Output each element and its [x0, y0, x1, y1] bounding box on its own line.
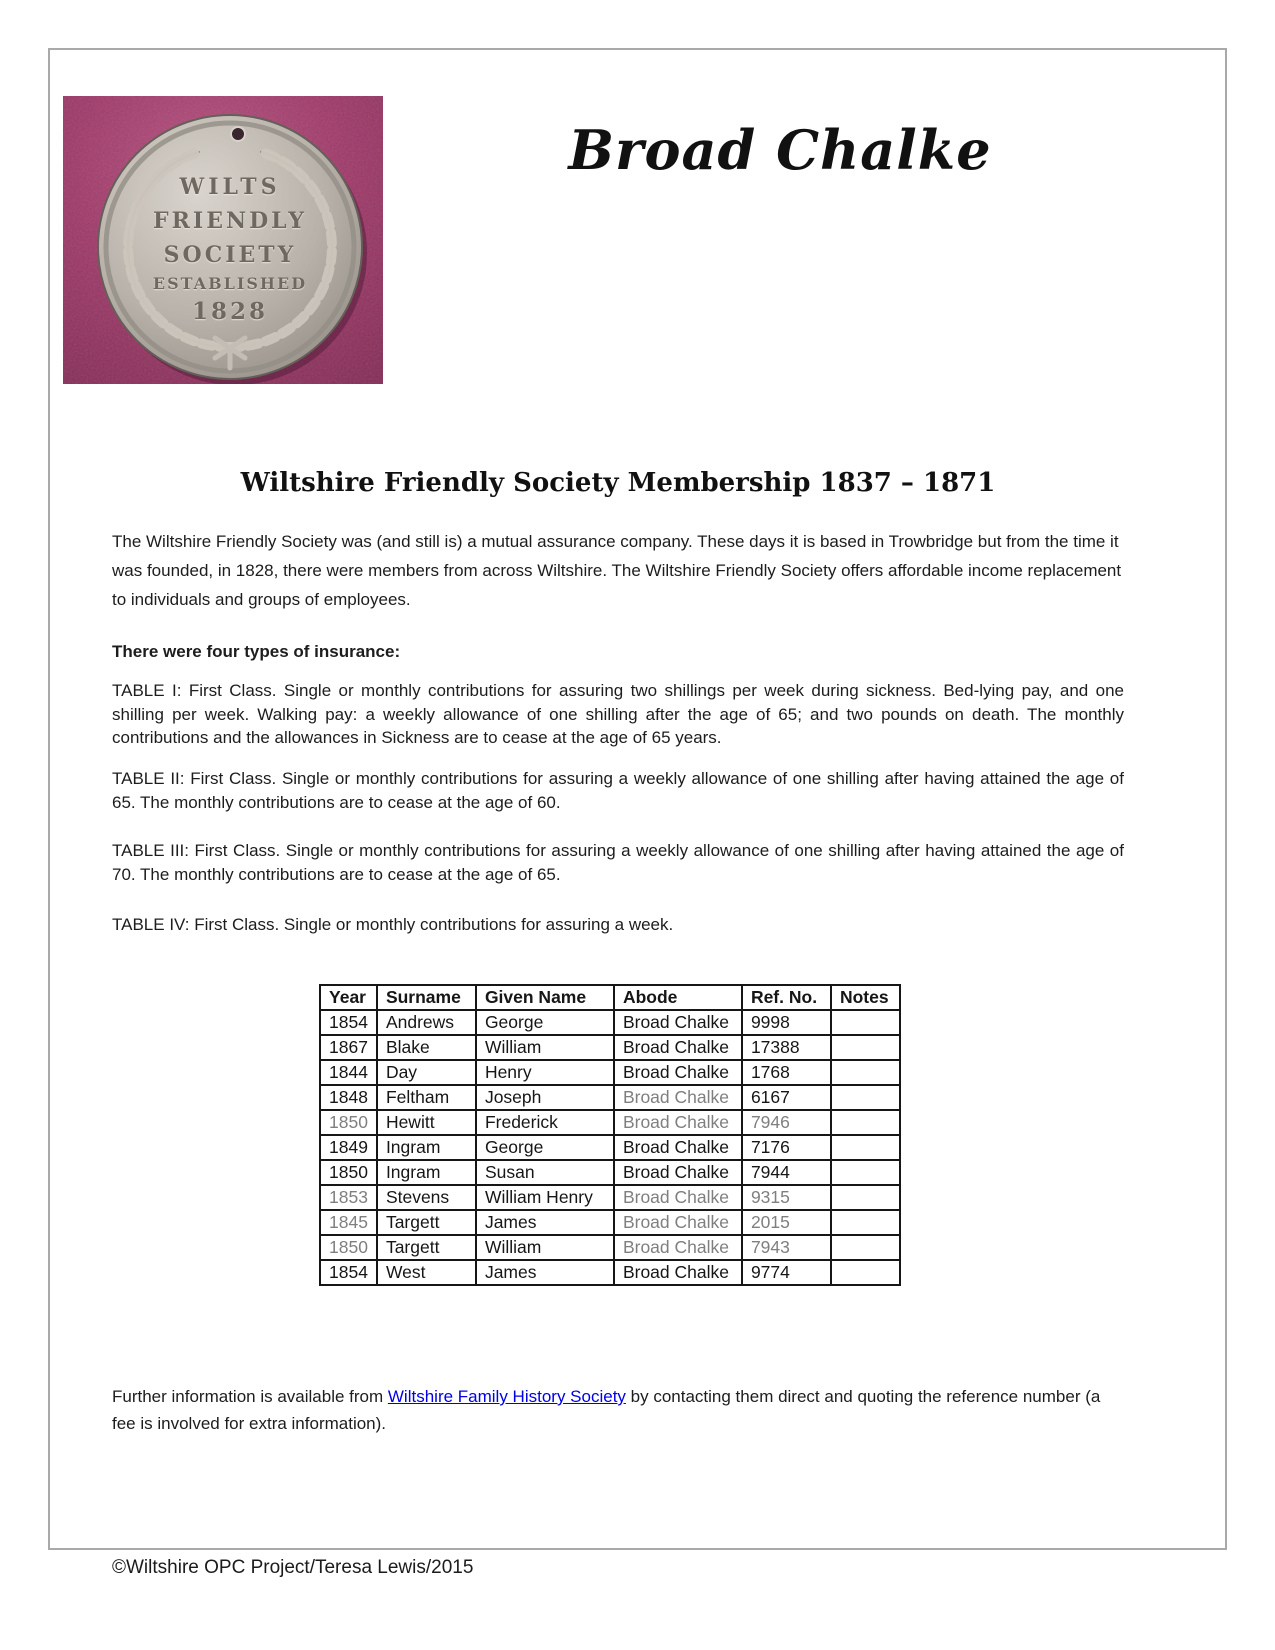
- table-iv-paragraph: TABLE IV: First Class. Single or monthly contributions for assuring a week.: [112, 915, 674, 934]
- table-row: 1853 Stevens William Henry Broad Chalke 9315: [320, 1185, 900, 1210]
- column-header-ref-no: Ref. No.: [742, 985, 831, 1010]
- table-row: 1844 Day Henry Broad Chalke 1768: [320, 1060, 900, 1085]
- table-header-row: [320, 985, 900, 1010]
- table-row: 1850 Ingram Susan Broad Chalke 7944: [320, 1160, 900, 1185]
- medal-illustration: [63, 96, 383, 384]
- column-header-notes: Notes: [831, 985, 900, 1010]
- medal-line-4: ESTABLISHED: [152, 274, 308, 293]
- column-header-given-name: Given Name: [476, 985, 614, 1010]
- further-info-before: Further information is available from: [112, 1387, 388, 1406]
- table-row: 1854 West James Broad Chalke 9774: [320, 1260, 900, 1285]
- column-header-abode: Abode: [614, 985, 742, 1010]
- copyright-line: ©Wiltshire OPC Project/Teresa Lewis/2015: [112, 1557, 474, 1578]
- insurance-subheading: There were four types of insurance:: [112, 642, 401, 661]
- table-row: 1848 Feltham Joseph Broad Chalke 6167: [320, 1085, 900, 1110]
- further-info-paragraph: [112, 1383, 1124, 1437]
- column-header-year: Year: [320, 985, 377, 1010]
- table-iii-paragraph: TABLE III: First Class. Single or monthly contributions for assuring a weekly allowance of one shilling after having attained the age of 70. The monthly contributions are to cease at the age of 65.: [112, 841, 1124, 884]
- table-ii-paragraph: TABLE II: First Class. Single or monthly contributions for assuring a weekly allowance of one shilling after having attained the age of 65. The monthly contributions are to cease at the age of 60.: [112, 769, 1124, 812]
- medal-photo: [63, 96, 383, 384]
- medal-line-2: FRIENDLY: [153, 208, 307, 234]
- medal-line-1: WILTS: [179, 174, 281, 200]
- table-i-paragraph: TABLE I: First Class. Single or monthly contributions for assuring two shillings per week during sickness. Bed-lying pay, and one shilling per week. Walking pay: a weekly allowance of one shilling after the age of 65; and two pounds on death. The monthly contributions and the allowances in Sickness are to cease at the age of 65 years.: [112, 681, 1124, 747]
- table-row: 1867 Blake William Broad Chalke 17388: [320, 1035, 900, 1060]
- further-info-after: by contacting them direct and quoting the reference number (a fee is involved for extra information).: [112, 1387, 1101, 1433]
- table-row: 1850 Hewitt Frederick Broad Chalke 7946: [320, 1110, 900, 1135]
- column-header-surname: Surname: [377, 985, 476, 1010]
- medal-line-5: 1828: [191, 298, 269, 325]
- document-heading: Wiltshire Friendly Society Membership 1837 – 1871: [240, 468, 996, 498]
- membership-table-body: [320, 1010, 900, 1285]
- wiltshire-family-history-society-link[interactable]: Wiltshire Family History Society: [387, 1387, 626, 1406]
- table-row: 1854 Andrews George Broad Chalke 9998: [320, 1010, 900, 1035]
- page-title: Broad Chalke: [568, 118, 992, 182]
- membership-table: [319, 984, 901, 1286]
- intro-paragraph: The Wiltshire Friendly Society was (and still is) a mutual assurance company. These days it is based in Trowbridge but from the time it was founded, in 1828, there were members from across Wiltshire. The Wiltshire Friendly Society offers affordable income replacement to individuals and groups of employees.: [112, 532, 1122, 609]
- medal-hole: [231, 127, 245, 141]
- table-row: 1849 Ingram George Broad Chalke 7176: [320, 1135, 900, 1160]
- medal-line-3: SOCIETY: [163, 242, 297, 268]
- table-row: 1845 Targett James Broad Chalke 2015: [320, 1210, 900, 1235]
- table-row: 1850 Targett William Broad Chalke 7943: [320, 1235, 900, 1260]
